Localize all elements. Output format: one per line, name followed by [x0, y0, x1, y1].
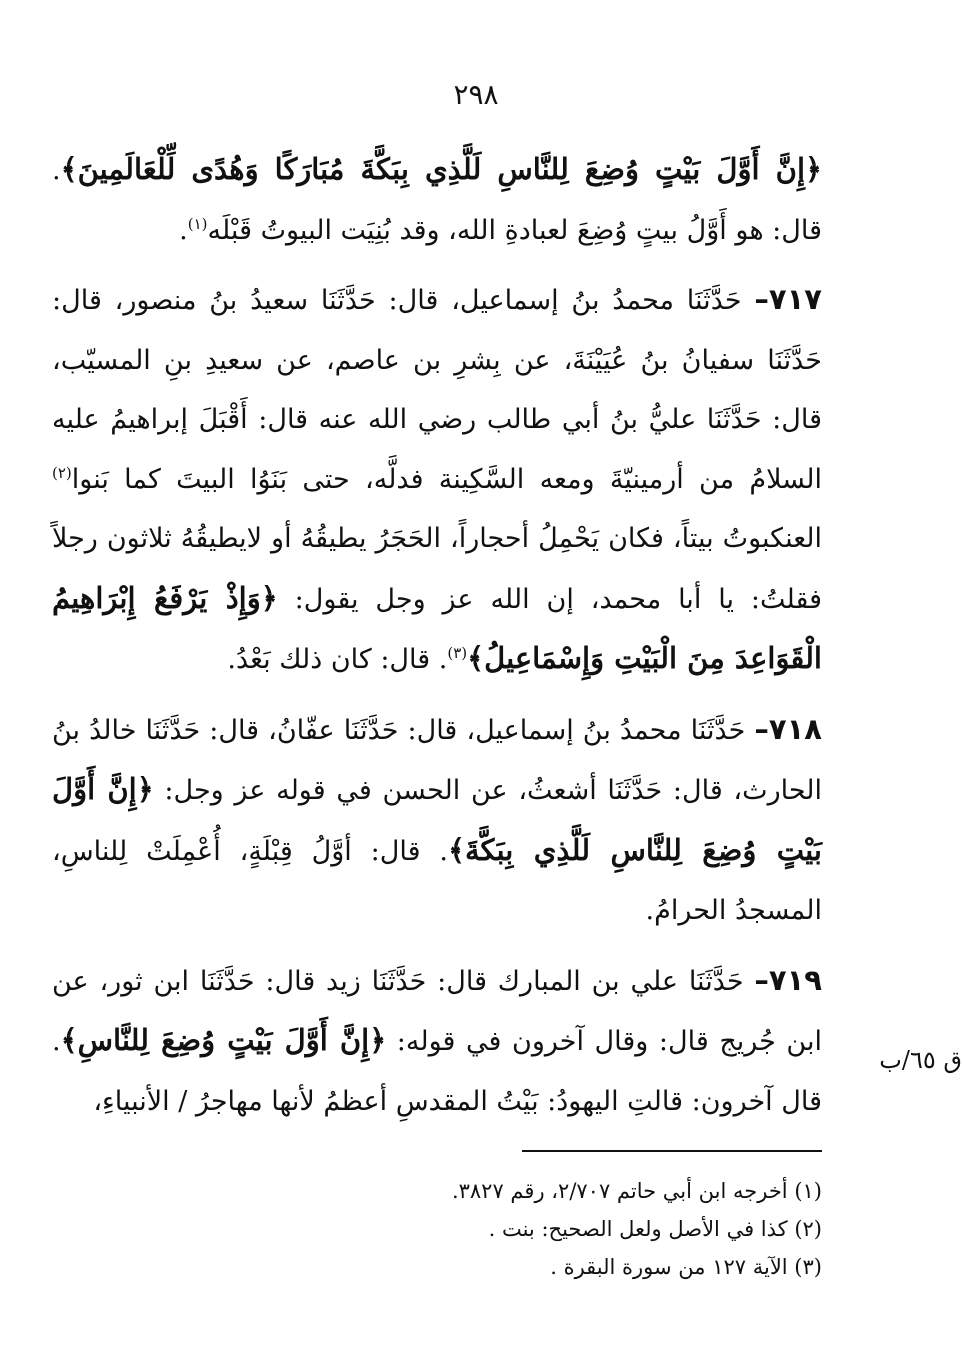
hadith-number: ٧١٧–: [754, 282, 822, 316]
footnote-2: (٢) كذا في الأصل ولعل الصحيح: بنت .: [488, 1217, 822, 1241]
quran-verse: ﴿إِنَّ أَوَّلَ بَيْتٍ وُضِعَ لِلنَّاسِ لَلَّذِي بِبَكَّةَ﴾: [52, 772, 822, 867]
paragraph-text: . قال آخرون: قالتِ اليهودُ: بَيْتُ المقدسِ أعظمُ لأنها مهاجرُ / الأنبياءِ،: [52, 1026, 822, 1117]
paragraph-text: . قال: هو أَوَّلُ بيتٍ وُضِعَ لعبادةِ الله، وقد بُنِيَت البيوتُ قَبْلَه: [52, 155, 822, 246]
quran-verse: ﴿وَإِذْ يَرْفَعُ إِبْرَاهِيمُ الْقَوَاعِدَ مِنَ الْبَيْتِ وَإِسْمَاعِيلُ﴾: [52, 580, 822, 675]
footnote-3: (٣) الآية ١٢٧ من سورة البقرة .: [550, 1255, 822, 1279]
paragraph-719: [52, 951, 822, 1132]
paragraph-text: . قال: أوَّلُ قِبْلَةٍ، أُعْمِلَتْ لِلناسِ، المسجدُ الحرامُ.: [52, 835, 822, 926]
paragraph-text: حَدَّثَنَا علي بن المبارك قال: حَدَّثَنَا زيد قال: حَدَّثَنَا ابن ثور، عن ابن جُريج قال: وقال آخرون في قوله:: [52, 965, 823, 1057]
footnote-ref: (٣): [447, 644, 468, 662]
page-number: ٢٩٨: [453, 78, 499, 111]
paragraph-text: حَدَّثَنَا محمدُ بنُ إسماعيل، قال: حَدَّثَنَا عفّانُ، قال: حَدَّثَنَا خالدُ بنُ الحارث، قال: حَدَّثَنَا أشعثُ، عن الحسن في قوله عز وجل:: [52, 714, 822, 806]
paragraph-718: [52, 700, 822, 941]
quran-verse: ﴿إِنَّ أَوَّلَ بَيْتٍ وُضِعَ لِلنَّاسِ لَلَّذِي بِبَكَّةَ مُبَارَكًا وَهُدًى لِّلْعَالَمِينَ﴾: [60, 152, 822, 186]
footnote-ref: (٢): [52, 463, 72, 482]
footnote-ref: (١): [187, 214, 208, 233]
paragraph-717: [52, 270, 822, 690]
paragraph-text: .: [179, 214, 188, 246]
paragraph-text: . قال: كان ذلك بَعْدُ.: [227, 644, 448, 675]
paragraph-text: حَدَّثَنَا محمدُ بنُ إسماعيل، قال: حَدَّثَنَا سعيدُ بنُ منصور، قال: حَدَّثَنَا سفيانُ بنُ عُيَيْنَةَ، عن بِشرِ بن عاصم، عن سعيدِ بنِ المسيّب، قال: حَدَّثَنَا عليُّ بنُ أبي طالب رضي الله عنه قال: أَقْبَلَ إبراهيمُ عليه السلامُ من أرمينيّةَ ومعه السَّكِينة فدلَّه، حتى بَنَوُا البيتَ كما بَنوا: [52, 285, 822, 495]
footnote-divider: [522, 1150, 822, 1152]
paragraph-1: [52, 140, 822, 260]
hadith-number: ٧١٩–: [754, 962, 822, 997]
footnote-1: (١) أخرجه ابن أبي حاتم ٢/٧٠٧، رقم ٣٨٢٧.: [451, 1179, 822, 1203]
hadith-number: ٧١٨–: [754, 711, 822, 746]
manuscript-margin-note: ق ٦٥/ب: [879, 1046, 962, 1074]
quran-verse: ﴿إِنَّ أَوَّلَ بَيْتٍ وُضِعَ لِلنَّاسِ﴾: [60, 1023, 387, 1057]
body-text: [52, 140, 822, 1131]
footnotes: [300, 1172, 822, 1286]
paragraph-text: العنكبوتُ بيتاً، فكان يَحْمِلُ أحجاراً، الحَجَرُ يطيقُهُ أو لايطيقُهُ ثلاثون رجلاً فقلتُ: يا أبا محمد، إن الله عز وجل يقول:: [52, 523, 823, 615]
